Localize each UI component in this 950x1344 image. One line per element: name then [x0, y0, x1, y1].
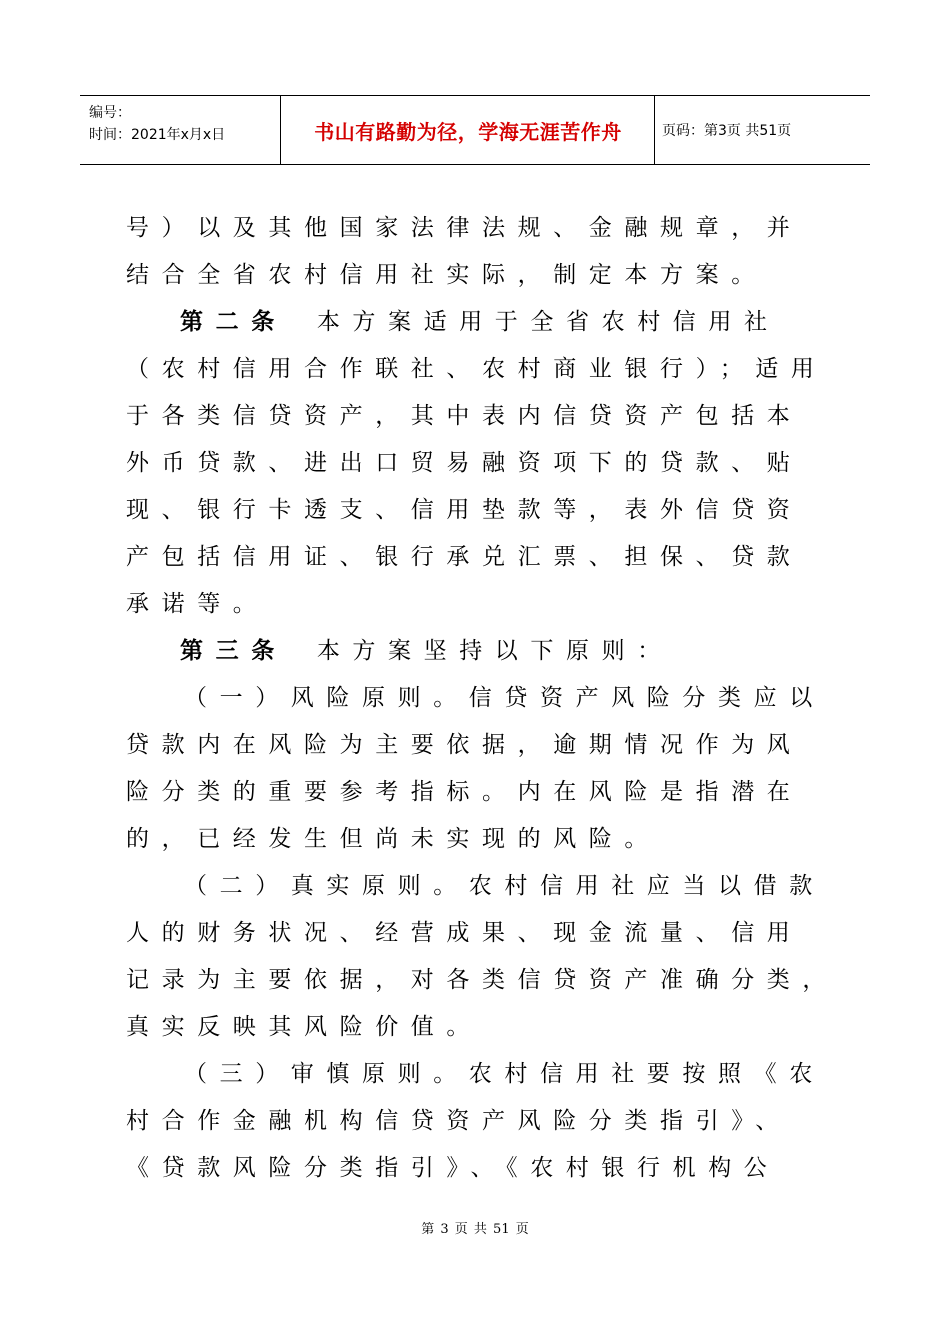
header-divider [280, 96, 281, 164]
text-line: 的，已经发生但尚未实现的风险。 [126, 826, 660, 852]
article-2-line [126, 299, 826, 346]
text-line: 《贷款风险分类指引》、《农村银行机构公 [126, 1155, 780, 1181]
text-line: （农村信用合作联社、农村商业银行）；适用 [126, 356, 827, 382]
text-line: （三）审慎原则。农村信用社要按照《农 [184, 1061, 825, 1087]
text-line: 真实反映其风险价值。 [126, 1014, 482, 1040]
header-motto: 书山有路勤为径，学海无涯苦作舟 [314, 119, 622, 144]
text-line: 承诺等。 [126, 591, 269, 617]
text-line: 结合全省农村信用社实际，制定本方案。 [126, 262, 767, 288]
header-page-info: 页码：第3页 共51页 [662, 123, 792, 139]
text-line: （二）真实原则。农村信用社应当以借款 [184, 873, 825, 899]
article-2-heading: 第二条 [180, 309, 287, 335]
article-2-text: 本方案适用于全省农村信用社 [316, 309, 780, 335]
text-line: 于各类信贷资产，其中表内信贷资产包括本 [126, 403, 803, 429]
text-line: 村合作金融机构信贷资产风险分类指引》、 [126, 1108, 791, 1134]
text-line: 号）以及其他国家法律法规、金融规章，并 [126, 215, 803, 241]
text-line: 现、银行卡透支、信用垫款等，表外信贷资 [126, 497, 803, 523]
text-line: 记录为主要依据，对各类信贷资产准确分类， [126, 967, 838, 993]
text-line: 贷款内在风险为主要依据，逾期情况作为风 [126, 732, 803, 758]
article-3-text: 本方案坚持以下原则： [316, 638, 673, 664]
text-line: 产包括信用证、银行承兑汇票、担保、贷款 [126, 544, 803, 570]
text-line: （一）风险原则。信贷资产风险分类应以 [184, 685, 825, 711]
text-line: 外币贷款、进出口贸易融资项下的贷款、贴 [126, 450, 803, 476]
text-line: 人的财务状况、经营成果、现金流量、信用 [126, 920, 803, 946]
header-meta [89, 102, 225, 146]
header-divider [654, 96, 655, 164]
document-header [80, 95, 870, 165]
document-body [126, 205, 838, 1192]
page-footer: 第 3 页 共 51 页 [421, 1222, 529, 1237]
time-label: 时间：2021年x月x日 [89, 127, 226, 143]
number-label: 编号： [89, 105, 131, 121]
article-3-heading: 第三条 [180, 638, 287, 664]
article-3-line [126, 628, 826, 675]
text-line: 险分类的重要参考指标。内在风险是指潜在 [126, 779, 803, 805]
